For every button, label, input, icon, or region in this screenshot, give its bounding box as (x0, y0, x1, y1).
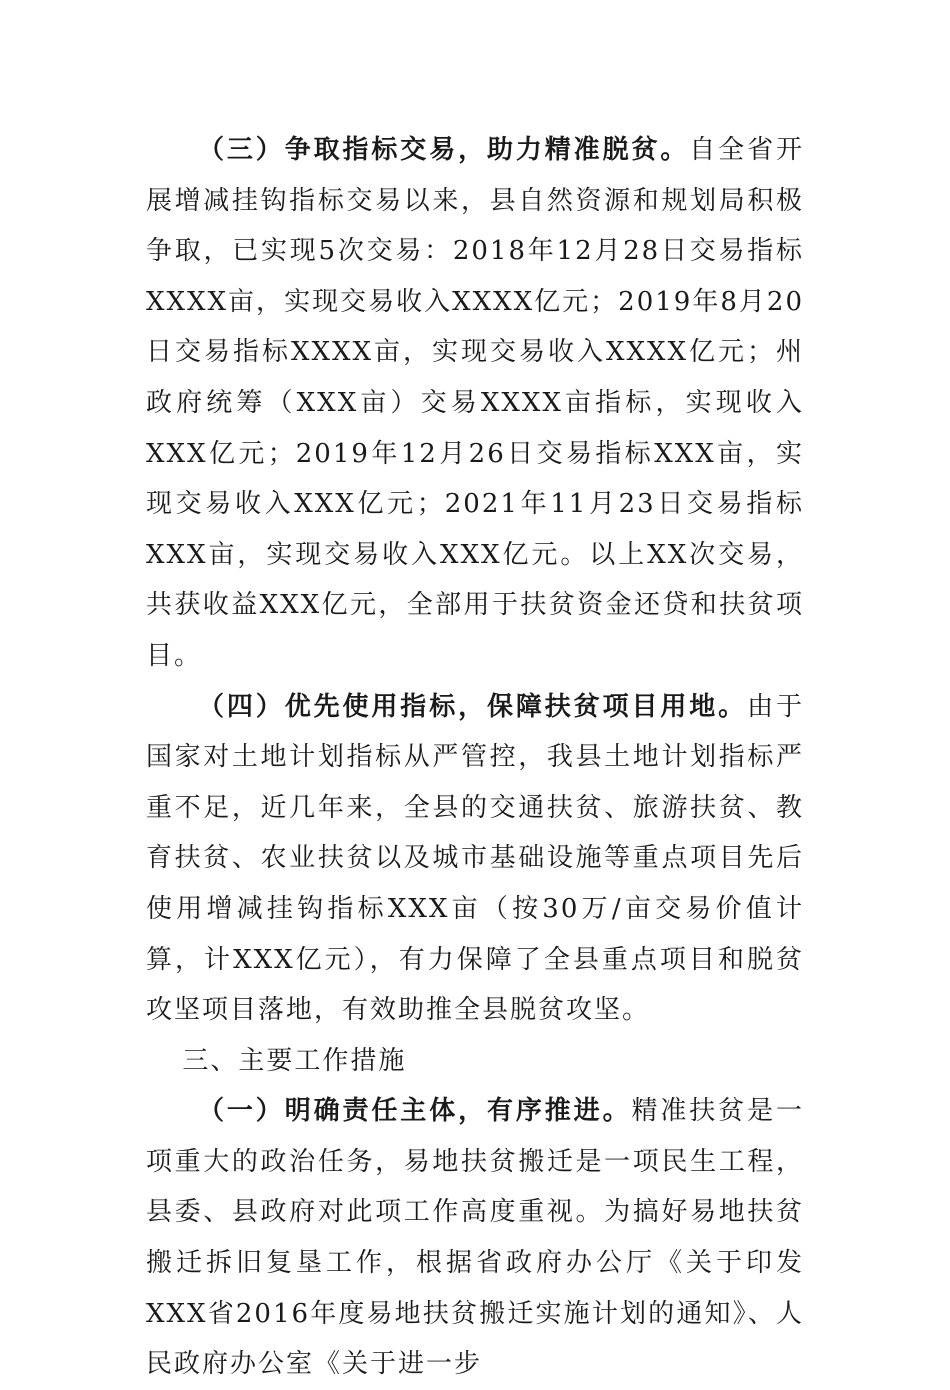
section-heading: 三、主要工作措施 (182, 1045, 407, 1076)
paragraph-indicator-trading (146, 125, 804, 682)
paragraph-text: 精准扶贫是一项重大的政治任务，易地扶贫搬迁是一项民生工程，县委、县政府对此项工作高度重视。为搞好易地扶贫搬迁拆旧复垦工作，根据省政府办公厅《关于印发XXX省2016年度易地扶贫搬迁实施计划的通知》、人民政府办公室《关于进一步 (146, 1096, 804, 1380)
paragraph-priority-use (146, 682, 804, 1036)
document-body (146, 125, 804, 1390)
paragraph-heading: （三）争取指标交易，助力精准脱贫。 (198, 135, 690, 165)
paragraph-text: 由于国家对土地计划指标从严管控，我县土地计划指标严重不足，近几年来，全县的交通扶贫、旅游扶贫、教育扶贫、农业扶贫以及城市基础设施等重点项目先后使用增减挂钩指标XXX亩（按30万/亩交易价值计算，计XXX亿元），有力保障了全县重点项目和脱贫攻坚项目落地，有效助推全县脱贫攻坚。 (146, 691, 804, 1026)
paragraph-text: 自全省开展增减挂钩指标交易以来，县自然资源和规划局积极争取，已实现5次交易：2018年12月28日交易指标XXXX亩，实现交易收入XXXX亿元；2019年8月20日交易指标XXXX亩，实现交易收入XXXX亿元；州政府统筹（XXX亩）交易XXXX亩指标，实现收入XXX亿元；2019年12月26日交易指标XXX亩，实现交易收入XXX亿元；2021年11月23日交易指标XXX亩，实现交易收入XXX亿元。以上XX次交易，共获收益XXX亿元，全部用于扶贫资金还贷和扶贫项目。 (146, 135, 804, 671)
paragraph-heading: （一）明确责任主体，有序推进。 (198, 1096, 632, 1127)
paragraph-responsibility (146, 1086, 804, 1390)
paragraph-heading: （四）优先使用指标，保障扶贫项目用地。 (198, 691, 748, 722)
